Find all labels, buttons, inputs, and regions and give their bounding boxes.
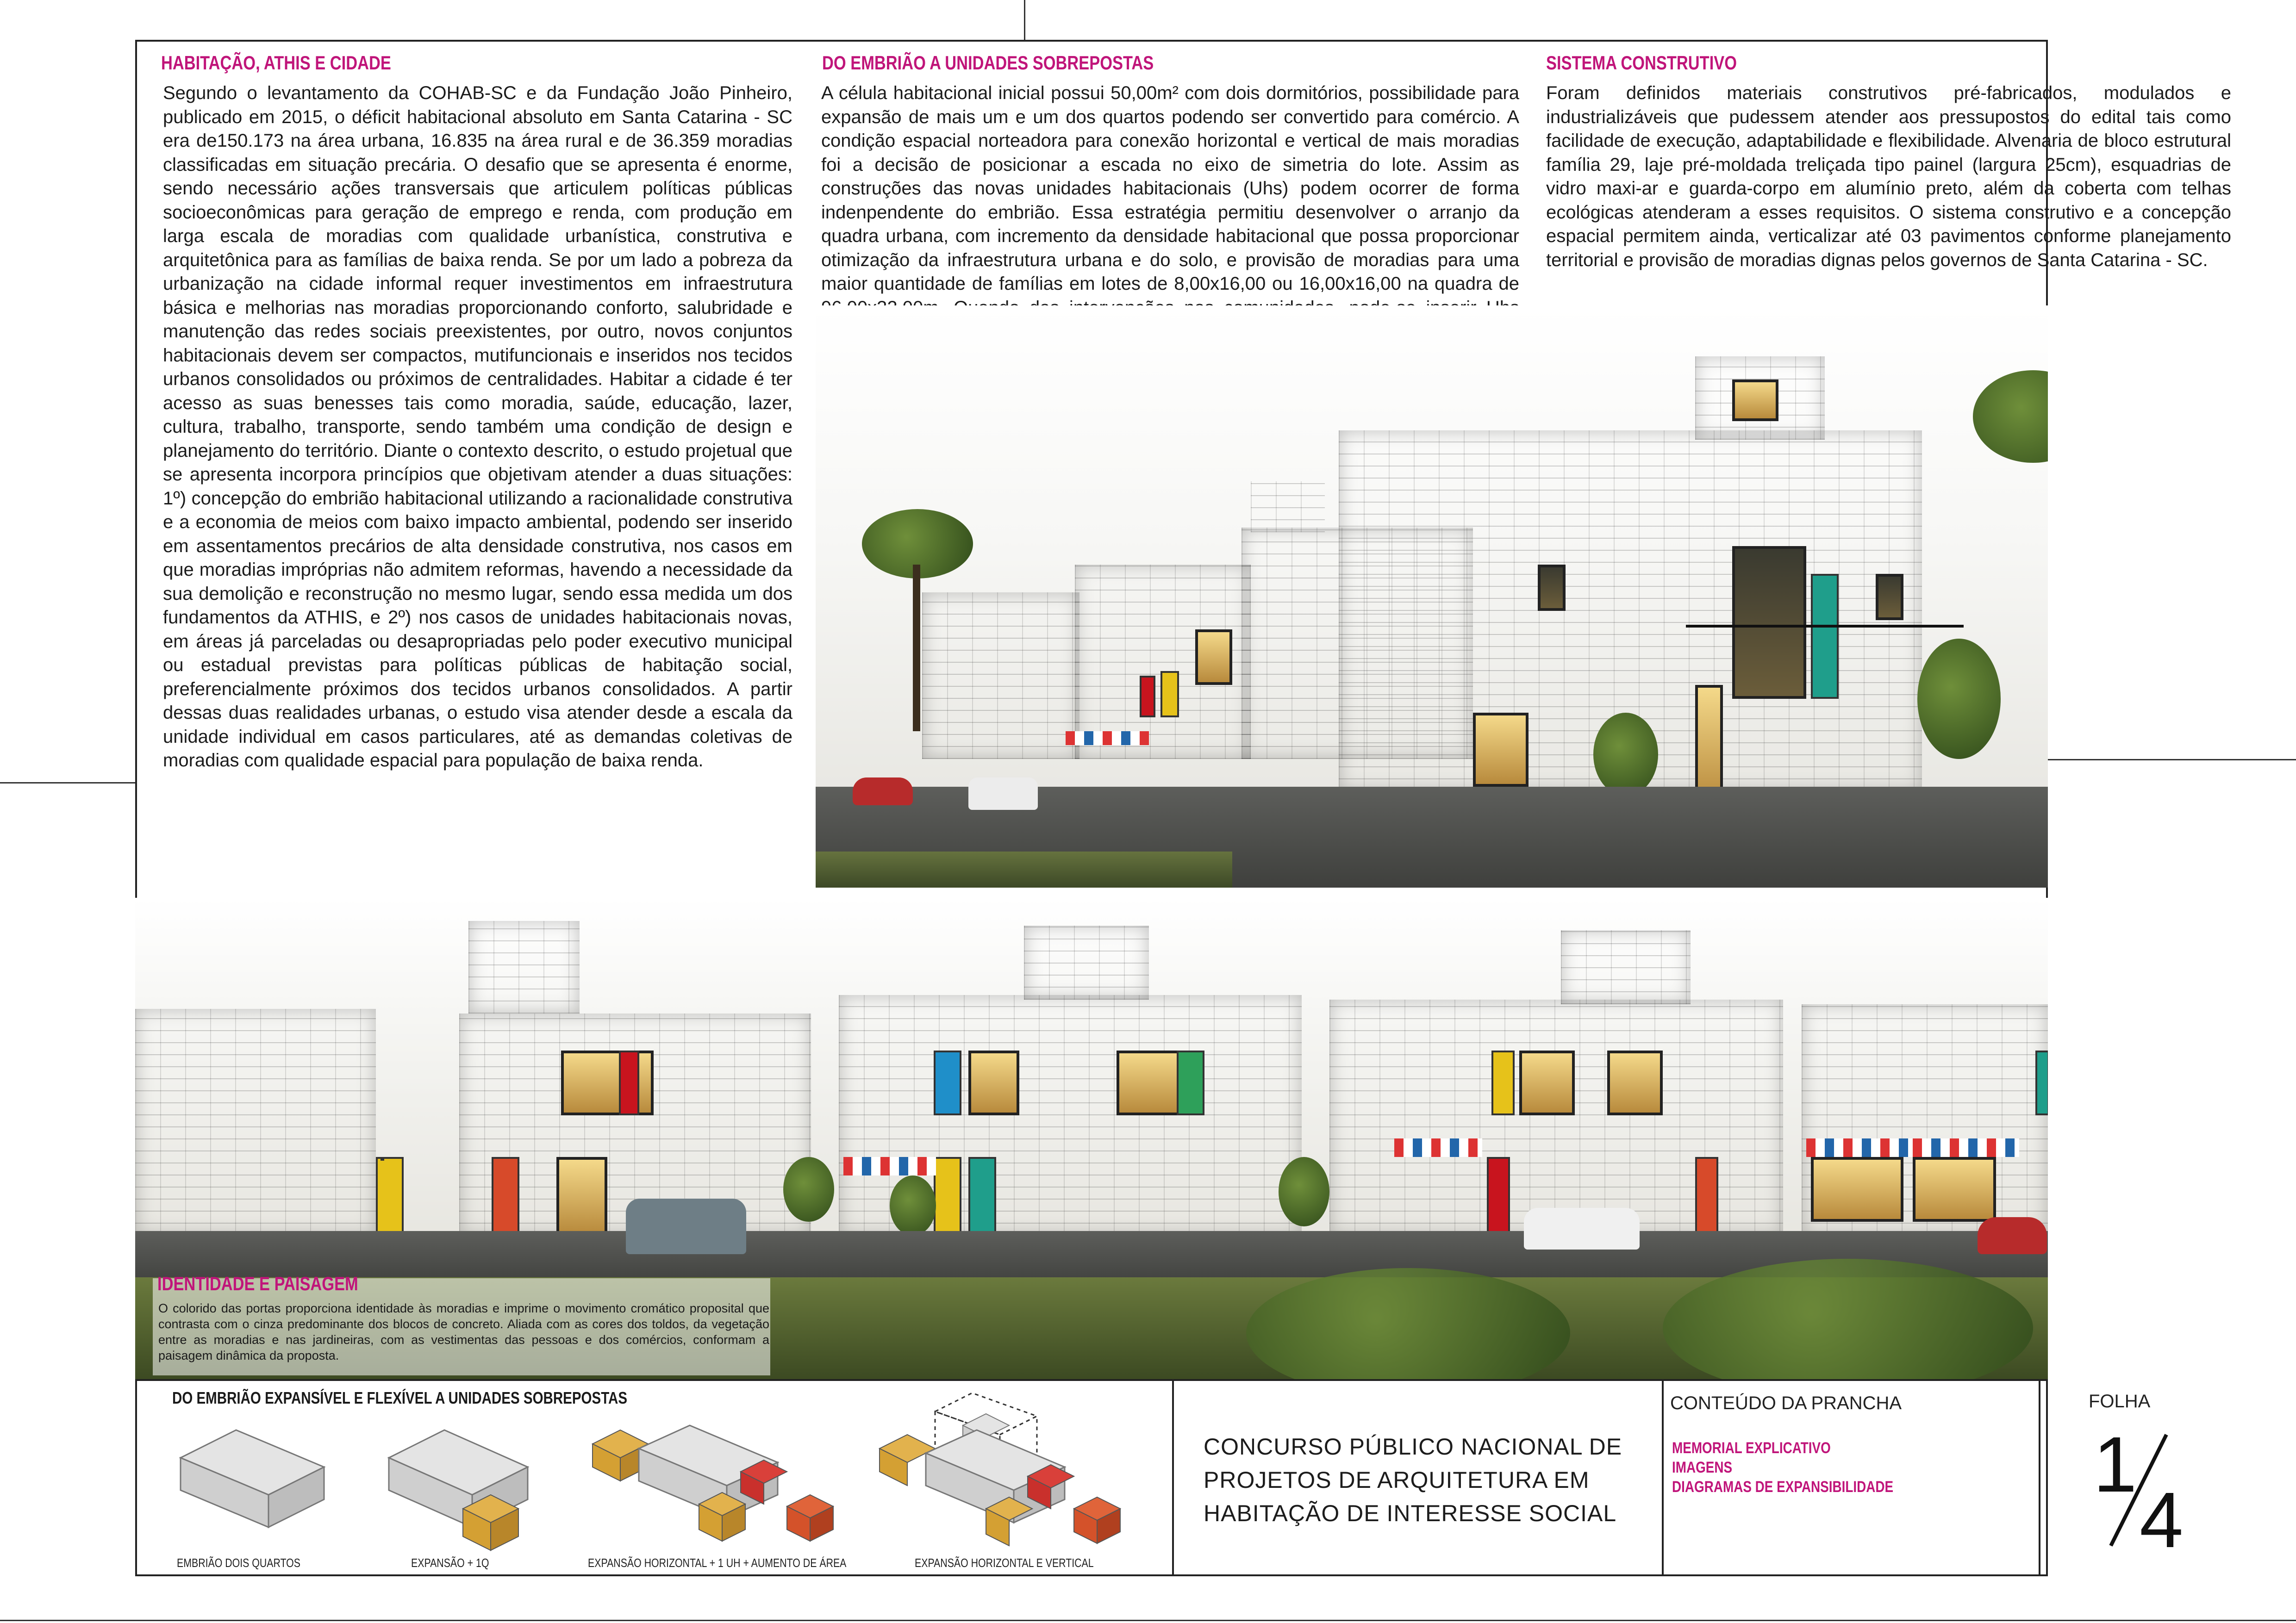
sistema-heading: SISTEMA CONSTRUTIVO	[1546, 52, 1737, 74]
embriao-body: A célula habitacional inicial possui 50,00m² com dois dormitórios, possibilidade para expansão de mais um e um dos quartos podendo ser convertido para comércio. A condição espacial norteadora para conexão horizontal e vertical de mais moradias foi a decisão de posicionar a escada no eixo de simetria do lote. Assim as construções das novas unidades habitacionais (Uhs) podem ocorrer de forma indenpendente do embrião. Essa estratégia permitiu desenvolver o arranjo da quadra urbana, com incremento da densidade habitacional que possa proporcionar otimização da infraestrutura urbana e do solo, e provisão de moradias para uma maior quantidade de famílias em lotes de 8,00x16,00 ou 16,00x16,00 na quadra de	[821, 83, 1519, 294]
diagram-heading: DO EMBRIÃO EXPANSÍVEL E FLEXÍVEL A UNIDADES SOBREPOSTAS	[172, 1388, 628, 1407]
habitacao-body: Segundo o levantamento da COHAB-SC e da Fundação João Pinheiro, publicado em 2015, o déficit habitacional absoluto em Santa Catarina - SC era de150.173 na área urbana, 16.835 na área rural e de 36.359 moradias classificadas em situação precária. O desafio que se apresenta é enorme, sendo necessário ações transversais que articulem políticas públicas socioeconômicas para geração de emprego e renda, com produção em larga escala de moradias com qualidade urbanística, construtiva e arquitetônica para as famílias de baixa renda. Se por um lado a pobreza da urbanização na cidade informal requer investimentos em infraestrutura básica e melhorias nas moradias proporcionando conforto, salubridade e manutenção das redes sociais preexistentes, por outro, novos conjuntos habitacionais devem ser compactos, mutifuncionais e inseridos nos tecidos urbanos consolidados ou próximos de centralidades. Habitar a cidade é ter acesso as suas benesses tais como moradia, saúde, educação, lazer, cultura, trabalho, transporte, sendo também uma condição de design e planejamento do território. Diante o contexto descrito, o estudo projetual que se apresenta incorpora princípios que objetivam atender a duas situações: 1º) concepção do embrião habitacional utilizando a racionalidade construtiva e a economia de meios com baixo impacto ambiental, podendo ser inserido em assentamentos precários de alta densidade construtiva, nos casos em que moradias impróprias não admitem reformas, havendo a necessidade da sua demolição e reconstrução no mesmo lugar, sendo essa medida um dos fundamentos da ATHIS, e 2º) nos casos de unidades habitacionais novas, em áreas já parceladas ou desapropriadas pelo poder executivo municipal ou estadual previstas para políticas públicas de habitação social, preferencialmente próximos dos tecidos urbanos consolidados. A partir dessas duas realidades urbanas, o estudo visa atender desde a escala da unidade individual em casos particulares, até as demandas coletivas de moradias com qualidade espacial para população de baixa renda.	[163, 83, 792, 771]
identidade-body: O colorido das portas proporciona identidade às moradias e imprime o movimento cromático proposital que contrasta com o cinza predominante dos blocos de concreto. Aliada com as cores dos toldos, da vegetação entre as moradias e nas jardineiras, com as vestimentas das pessoas e dos comércios, conformam a paisagem dinâmica da proposta.	[158, 1301, 769, 1362]
diagram-label-2: EXPANSÃO + 1Q	[411, 1556, 489, 1570]
title-block-line-1: CONCURSO PÚBLICO NACIONAL DE	[1204, 1434, 1622, 1460]
street-perspective-render	[816, 305, 2048, 888]
title-block-line-3: HABITAÇÃO DE INTERESSE SOCIAL	[1204, 1500, 1617, 1526]
diagram-embriao-dois-quartos	[171, 1416, 338, 1541]
habitacao-heading: HABITAÇÃO, ATHIS E CIDADE	[161, 52, 391, 74]
title-block-divider-3	[2039, 1379, 2040, 1576]
title-block-divider-2	[1662, 1379, 1664, 1576]
trim-mark-left	[0, 782, 135, 784]
diagram-label-1: EMBRIÃO DOIS QUARTOS	[177, 1556, 300, 1570]
sistema-body: Foram definidos materiais construtivos pré-fabricados, modulados e industrializáveis que pudessem atender aos pressupostos do edital tais como facilidade de execução, adaptabilidade e flexibilidade. Alvenaria de bloco estrutural família 29, laje pré-moldada treliçada tipo painel (largura 25cm), esquadrias de vidro maxi-ar e guarda-corpo em alumínio preto, além da coberta com telhas ecológicas atenderam a esses requisitos. O sistema construtivo e a concepção espacial permitem ainda, verticalizar até 03 pavimentos conforme planejamento territorial e provisão de moradias dignas pelos governos de Santa Catarina - SC.	[1546, 83, 2231, 270]
diagram-expansao-horizontal-vertical	[870, 1384, 1129, 1555]
trim-mark-right	[2048, 759, 2296, 760]
identidade-heading: IDENTIDADE E PAISAGEM	[157, 1273, 358, 1294]
diagram-label-3: EXPANSÃO HORIZONTAL + 1 UH + AUMENTO DE ÁREA	[588, 1556, 847, 1570]
sheet-numerator: 1	[2093, 1421, 2137, 1509]
diagram-expansao-1q	[380, 1416, 546, 1555]
trim-mark-bottom	[0, 1620, 2296, 1621]
diagram-expansao-horizontal	[583, 1407, 842, 1555]
content-label: CONTEÚDO DA PRANCHA	[1670, 1393, 1902, 1413]
title-block-divider-1	[1172, 1379, 1174, 1576]
content-item-1: MEMORIAL EXPLICATIVO	[1672, 1439, 1831, 1457]
content-item-2: IMAGENS	[1672, 1459, 1733, 1476]
sheet-denominator: 4	[2140, 1476, 2184, 1564]
bottom-strip-divider	[135, 1379, 2048, 1381]
embriao-heading: DO EMBRIÃO A UNIDADES SOBREPOSTAS	[822, 52, 1154, 74]
sheet-label: FOLHA	[2089, 1391, 2151, 1412]
trim-mark-top	[1024, 0, 1025, 40]
title-block-line-2: PROJETOS DE ARQUITETURA EM	[1204, 1467, 1590, 1493]
diagram-label-4: EXPANSÃO HORIZONTAL E VERTICAL	[915, 1556, 1094, 1570]
content-item-3: DIAGRAMAS DE EXPANSIBILIDADE	[1672, 1478, 1894, 1496]
